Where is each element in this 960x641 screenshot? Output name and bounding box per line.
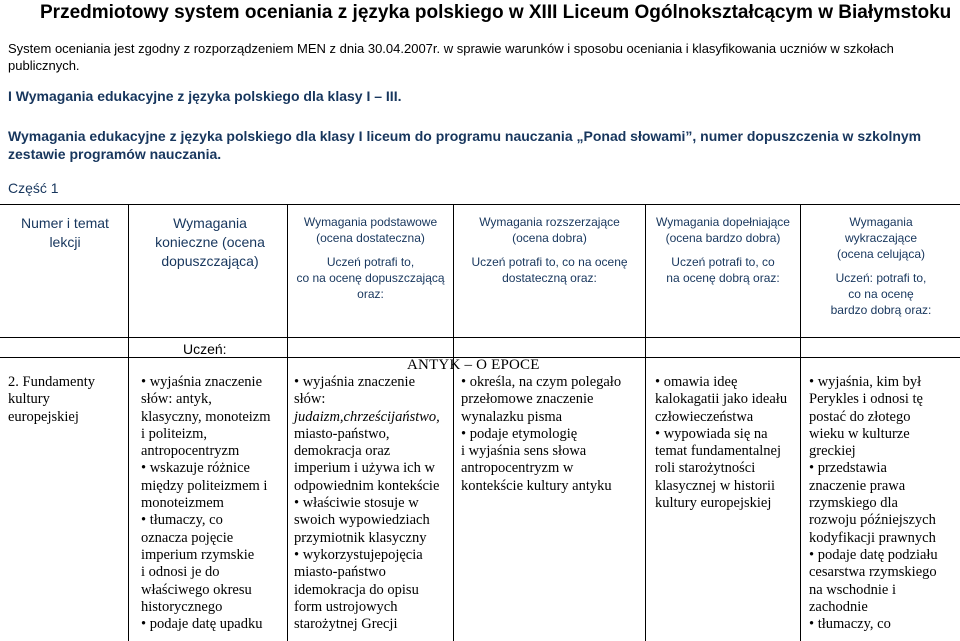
part-label: Część 1 bbox=[8, 180, 59, 196]
lesson-title: 2. Fundamenty kultury europejskiej bbox=[8, 374, 95, 425]
list-item: kalokagatii jako ideału bbox=[655, 391, 788, 408]
list-item: kodyfikacji prawnych bbox=[809, 529, 936, 546]
list-item: roli starożytności bbox=[655, 460, 756, 477]
col-rozszerzajace-content bbox=[461, 374, 645, 495]
list-item: imperium i używa ich w bbox=[294, 460, 435, 477]
intro-paragraph: System oceniania jest zgodny z rozporządzeniem MEN z dnia 30.04.2007r. w sprawie warunków i sposobu oceniania i klasyfikowania uczniów w szkołach publicznych. bbox=[8, 41, 894, 73]
col-dopelniajace-content bbox=[655, 374, 800, 512]
list-item: demokracja oraz bbox=[294, 443, 391, 460]
list-item: postać do złotego bbox=[809, 408, 911, 425]
list-item: • wyjaśnia znaczenie bbox=[294, 374, 416, 390]
list-item: • omawia ideę bbox=[655, 374, 738, 390]
subsection-heading: Wymagania edukacyjne z języka polskiego dla klasy I liceum do programu nauczania „Ponad słowami”, numer dopuszczenia w szkolnym zestawie programów nauczania. bbox=[8, 128, 922, 162]
list-item: • podaje etymologię bbox=[461, 425, 578, 442]
list-item: form ustrojowych bbox=[294, 598, 398, 615]
list-item: temat fundamentalnej bbox=[655, 443, 782, 460]
list-item: i odnosi je do bbox=[141, 564, 220, 581]
list-item: antropocentryzm w bbox=[461, 460, 574, 477]
col-podstawowe-content bbox=[294, 374, 452, 633]
list-item: człowieczeństwa bbox=[655, 408, 754, 425]
list-item: starożytnej Grecji bbox=[294, 616, 398, 633]
list-item: • tłumaczy, co bbox=[141, 512, 223, 529]
list-item: przymiotnik klasyczny bbox=[294, 529, 427, 546]
list-item: • wskazuje różnice bbox=[141, 460, 250, 477]
list-item: przełomowe znaczenie bbox=[461, 391, 594, 408]
list-item: • podaje datę podziału bbox=[809, 546, 938, 563]
list-item: cesarstwa rzymskiego bbox=[809, 564, 937, 581]
list-item: na wschodnie i bbox=[809, 581, 896, 598]
col-divider-4 bbox=[645, 204, 646, 641]
list-item: zachodnie bbox=[809, 598, 868, 615]
document-title: Przedmiotowy system oceniania z języka polskiego w XIII Liceum Ogólnokształcącym w Białymstoku bbox=[40, 2, 952, 23]
table-header-bottom-border bbox=[0, 337, 960, 338]
col-wykraczajace-content bbox=[809, 374, 959, 633]
list-item: miasto-państwo, bbox=[294, 425, 390, 442]
header-dopelniajace: Wymagania dopełniające (ocena bardzo dobra) Uczeń potrafi to, co na ocenę dobrą oraz: bbox=[656, 215, 790, 285]
list-item: odpowiednim kontekście bbox=[294, 477, 440, 494]
header-wykraczajace: Wymagania wykraczające (ocena celująca) Uczeń: potrafi to, co na ocenę bardzo dobrą oraz: bbox=[830, 215, 932, 317]
list-item: klasycznej w historii bbox=[655, 477, 776, 494]
list-item: oznacza pojęcie bbox=[141, 529, 234, 546]
list-item: rzymskiego dla bbox=[809, 495, 898, 512]
list-item: • wykorzystujepojęcia bbox=[294, 546, 423, 563]
list-item: idemokracja do opisu bbox=[294, 581, 419, 598]
list-item: greckiej bbox=[809, 443, 856, 460]
list-item: i wyjaśnia sens słowa bbox=[461, 443, 587, 460]
list-item: • przedstawia bbox=[809, 460, 887, 477]
list-item: • podaje datę upadku bbox=[141, 616, 263, 633]
list-item: miasto-państwo bbox=[294, 564, 386, 581]
header-rozszerzajace: Wymagania rozszerzające (ocena dobra) Uczeń potrafi to, co na ocenę dostateczną oraz: bbox=[471, 215, 628, 285]
col-divider-1 bbox=[128, 204, 129, 641]
list-item: imperium rzymskie bbox=[141, 546, 255, 563]
header-konieczne: Wymagania konieczne (ocena dopuszczająca) bbox=[155, 215, 265, 269]
col-konieczne-content bbox=[141, 374, 286, 633]
list-item: znaczenie prawa bbox=[809, 477, 906, 494]
list-item: kontekście kultury antyku bbox=[461, 477, 612, 494]
list-item: • właściwie stosuje w bbox=[294, 495, 419, 512]
list-item: historycznego bbox=[141, 598, 223, 615]
header-podstawowe: Wymagania podstawowe (ocena dostateczna) Uczeń potrafi to, co na ocenę dopuszczającą oraz: bbox=[296, 215, 445, 301]
list-item: • wyjaśnia znaczenie bbox=[141, 374, 263, 390]
list-item: między politeizmem i bbox=[141, 477, 268, 494]
list-item: • wyjaśnia, kim był bbox=[809, 374, 922, 390]
header-lesson: Numer i temat lekcji bbox=[21, 215, 109, 250]
list-item: • tłumaczy, co bbox=[809, 616, 891, 633]
section-heading: I Wymagania edukacyjne z języka polskiego dla klasy I – III. bbox=[8, 88, 402, 104]
list-item: i politeizm, bbox=[141, 425, 208, 442]
list-item: swoich wypowiedziach bbox=[294, 512, 430, 529]
list-item: właściwego okresu bbox=[141, 581, 252, 598]
list-item: słów: antyk, bbox=[141, 391, 212, 408]
list-item: • wypowiada się na bbox=[655, 425, 768, 442]
list-item: Perykles i odnosi tę bbox=[809, 391, 923, 408]
list-item: monoteizmem bbox=[141, 495, 224, 512]
table-top-border bbox=[0, 204, 960, 205]
col-divider-2 bbox=[287, 204, 288, 641]
list-item: słów: bbox=[294, 391, 326, 408]
list-item: wieku w kulturze bbox=[809, 425, 910, 442]
list-item: rozwoju późniejszych bbox=[809, 512, 936, 529]
list-item: kultury europejskiej bbox=[655, 495, 772, 512]
epoch-section-label: ANTYK – O EPOCE bbox=[407, 357, 540, 373]
list-item: judaizm,chrześcijaństwo, bbox=[294, 408, 440, 425]
list-item: antropocentryzm bbox=[141, 443, 240, 460]
list-item: • określa, na czym polegało bbox=[461, 374, 622, 390]
list-item: wynalazku pisma bbox=[461, 408, 563, 425]
col-divider-5 bbox=[800, 204, 801, 641]
list-item: klasyczny, monoteizm bbox=[141, 408, 271, 425]
uczen-label: Uczeń: bbox=[183, 341, 227, 357]
col-divider-3 bbox=[453, 204, 454, 641]
